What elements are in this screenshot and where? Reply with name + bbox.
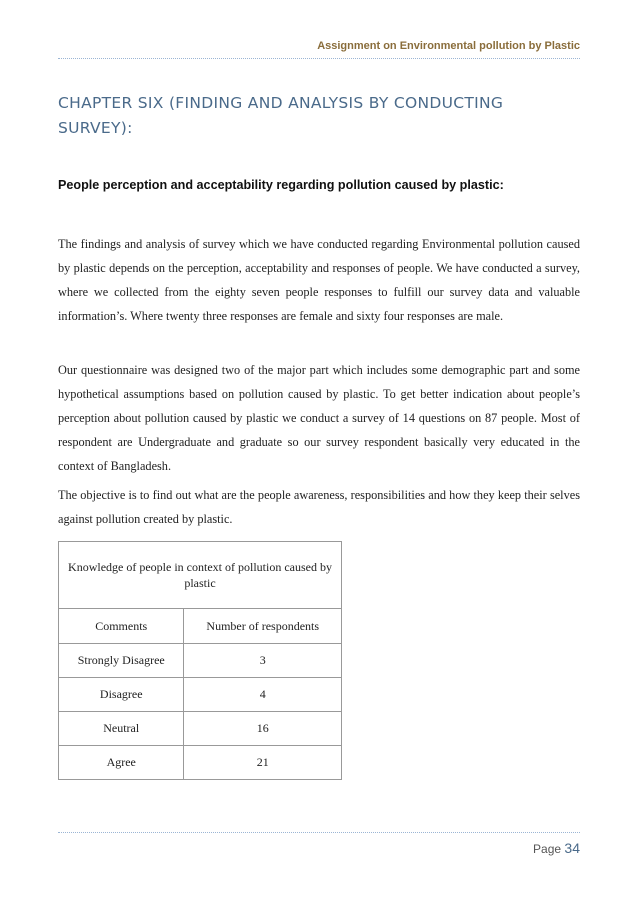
header-divider <box>58 58 580 59</box>
count-cell: 4 <box>184 678 342 712</box>
comment-cell: Disagree <box>59 678 184 712</box>
footer-divider <box>58 832 580 833</box>
table-row <box>59 678 342 712</box>
comment-cell: Strongly Disagree <box>59 644 184 678</box>
section-subheading: People perception and acceptability regarding pollution caused by plastic: <box>58 178 504 192</box>
table-row <box>59 644 342 678</box>
page-number: 34 <box>564 840 580 856</box>
respondents-table <box>58 541 342 780</box>
paragraph-findings: The findings and analysis of survey which we have conducted regarding Environmental pollution caused by plastic depends on the perception, acceptability and responses of people. We have conducted a survey, where we collected from the eighty seven people responses to fulfill our survey data and valuable information’s. Where twenty three responses are female and sixty four responses are male. <box>58 237 580 323</box>
comment-cell: Agree <box>59 746 184 780</box>
table-row <box>59 712 342 746</box>
running-header: Assignment on Environmental pollution by Plastic <box>317 40 580 52</box>
paragraph-objective: The objective is to find out what are the people awareness, responsibilities and how they keep their selves against pollution created by plastic. <box>58 488 580 526</box>
column-header-comments: Comments <box>59 609 184 644</box>
column-header-respondents: Number of respondents <box>184 609 342 644</box>
page-label: Page <box>533 842 562 856</box>
table-title: Knowledge of people in context of pollution caused by plastic <box>59 542 342 609</box>
chapter-title: CHAPTER SIX (FINDING AND ANALYSIS BY CONDUCTING SURVEY): <box>58 94 504 137</box>
paragraph-questionnaire: Our questionnaire was designed two of the major part which includes some demographic part and some hypothetical assumptions based on pollution caused by plastic. To get better indication about people’s perception about pollution caused by plastic we conduct a survey of 14 questions on 87 people. Most of respondent are Undergraduate and graduate so our survey respondent basically very educated in the context of Bangladesh. <box>58 363 580 473</box>
comment-cell: Neutral <box>59 712 184 746</box>
table-row <box>59 746 342 780</box>
count-cell: 3 <box>184 644 342 678</box>
count-cell: 16 <box>184 712 342 746</box>
count-cell: 21 <box>184 746 342 780</box>
page-footer <box>533 840 580 856</box>
